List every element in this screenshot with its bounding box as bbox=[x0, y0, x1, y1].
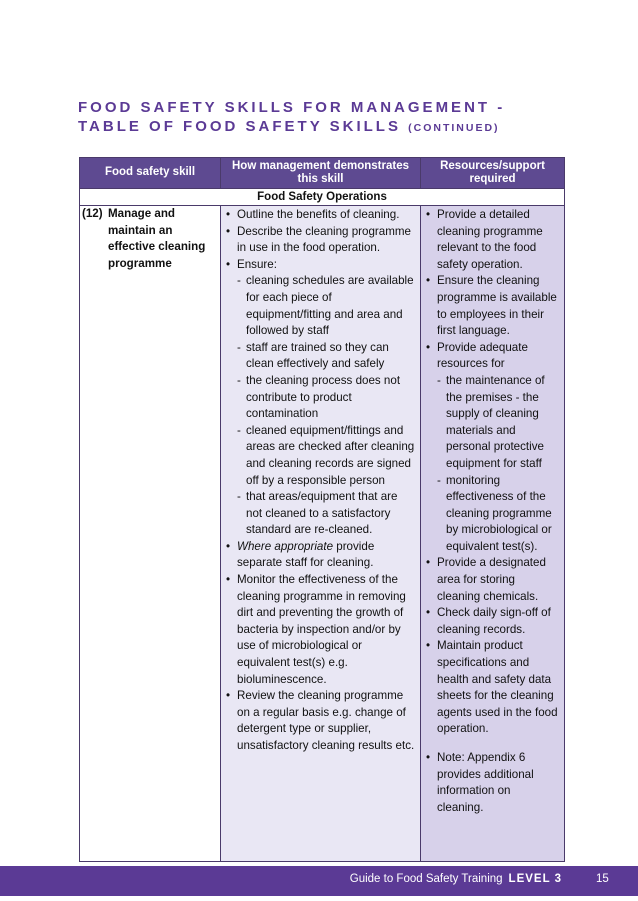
header-how-management: How management demonstrates this skill bbox=[221, 158, 421, 189]
list-item-text: Maintain product specifications and health and safety data sheets for the cleaning agents used in the food operation. bbox=[437, 639, 558, 736]
dash: - bbox=[237, 274, 241, 288]
sub-list-item-text: cleaned equipment/fittings and areas are checked after cleaning and cleaning records are signed off by a responsible person bbox=[246, 423, 415, 487]
sub-list-item bbox=[237, 273, 416, 339]
bullet: • bbox=[426, 606, 431, 620]
list-item bbox=[426, 207, 560, 273]
page-footer bbox=[0, 866, 638, 896]
bullet: • bbox=[426, 751, 431, 764]
skill-line: Manage and bbox=[108, 207, 175, 220]
list-item bbox=[426, 340, 560, 556]
list-item bbox=[226, 207, 416, 224]
bullet: • bbox=[226, 257, 231, 271]
skill-number: (12) bbox=[82, 207, 103, 220]
table-row bbox=[80, 206, 565, 862]
sub-list bbox=[226, 273, 416, 539]
dash: - bbox=[237, 373, 241, 387]
bullet: • bbox=[226, 573, 231, 587]
sub-list-item bbox=[237, 373, 416, 423]
sub-list-item-text: that areas/equipment that are not cleaned to a satisfactory standard are re-cleaned. bbox=[246, 490, 398, 537]
list-item-text: Ensure the cleaning programme is available to employees in their first language. bbox=[437, 274, 557, 338]
sub-list-item-text: staff are trained so they can clean effectively and safely bbox=[246, 340, 389, 371]
list-item-text: Review the cleaning programme on a regular basis e.g. change of detergent type or supplier, unsatisfactory cleaning results etc. bbox=[237, 689, 415, 752]
skill-line: programme bbox=[108, 256, 172, 270]
header-food-safety-skill: Food safety skill bbox=[80, 158, 221, 189]
bullet: • bbox=[226, 689, 231, 703]
bullet: • bbox=[426, 274, 431, 288]
list-item bbox=[226, 539, 416, 572]
bullet: • bbox=[426, 340, 431, 354]
list-item-text: Provide a designated area for storing cleaning chemicals. bbox=[437, 556, 546, 603]
header-resources: Resources/support required bbox=[421, 158, 565, 189]
section-title: Food Safety Operations bbox=[80, 189, 565, 206]
list-item bbox=[426, 638, 560, 738]
sub-list-item bbox=[437, 473, 560, 556]
title-line-1: FOOD SAFETY SKILLS FOR MANAGEMENT - bbox=[78, 99, 506, 116]
title-line-2 bbox=[78, 117, 598, 138]
skill-line: maintain an bbox=[108, 223, 173, 237]
list-item bbox=[226, 572, 416, 688]
list-item-text: Check daily sign-off of cleaning records. bbox=[437, 606, 551, 636]
list-item bbox=[226, 688, 416, 754]
dash: - bbox=[437, 473, 441, 487]
italic-phrase: Where appropriate bbox=[237, 539, 334, 553]
resources-cell bbox=[421, 206, 565, 862]
bullet: • bbox=[426, 556, 431, 570]
sub-list-item-text: cleaning schedules are available for each piece of equipment/fitting and area and followed by staff bbox=[246, 274, 414, 338]
sub-list-item-text: the maintenance of the premises - the supply of cleaning materials and personal protective equipment for staff bbox=[446, 373, 545, 470]
list-item bbox=[226, 224, 416, 257]
footer-text: Guide to Food Safety Training bbox=[349, 873, 503, 885]
list-item-text: Describe the cleaning programme in use in the food operation. bbox=[237, 224, 411, 255]
list-item bbox=[426, 605, 560, 638]
sub-list-item bbox=[237, 340, 416, 373]
list-item-text: Note: Appendix 6 provides additional information on cleaning. bbox=[437, 751, 534, 814]
sub-list-item-text: the cleaning process does not contribute to product contamination bbox=[246, 373, 401, 421]
list-item-text: Ensure: bbox=[237, 257, 277, 271]
bullet: • bbox=[226, 224, 231, 238]
sub-list-item bbox=[237, 423, 416, 489]
bullet: • bbox=[426, 639, 431, 653]
footer-guide-title bbox=[350, 873, 562, 885]
list-item-text bbox=[237, 539, 416, 572]
bullet: • bbox=[426, 208, 431, 221]
skill-entry bbox=[82, 206, 217, 272]
page-title bbox=[78, 98, 598, 138]
skill-line: effective cleaning bbox=[108, 240, 206, 254]
sub-list-item bbox=[237, 489, 416, 539]
demonstration-list bbox=[222, 207, 419, 755]
list-item-text: Provide a detailed cleaning programme relevant to the food safety operation. bbox=[437, 208, 543, 271]
page-number: 15 bbox=[596, 873, 609, 885]
sub-list bbox=[426, 373, 560, 556]
list-item bbox=[426, 750, 560, 816]
title-continued: (CONTINUED) bbox=[408, 122, 500, 134]
list-item-text: Outline the benefits of cleaning. bbox=[237, 208, 400, 221]
bullet: • bbox=[226, 539, 231, 553]
sub-list-item-text: monitoring effectiveness of the cleaning programme by microbiological or equivalent test(s). bbox=[446, 473, 552, 553]
skill-name bbox=[108, 206, 205, 272]
section-row bbox=[80, 189, 565, 206]
skills-table bbox=[79, 157, 565, 862]
list-item bbox=[426, 273, 560, 339]
list-item-text: Monitor the effectiveness of the cleaning programme in removing dirt and preventing the growth of bacteria by inspection and/or by use of microbiological or equivalent test(s) e.g. bioluminescence. bbox=[237, 573, 406, 686]
dash: - bbox=[237, 490, 241, 504]
table-header-row bbox=[80, 158, 565, 189]
dash: - bbox=[237, 340, 241, 354]
list-item-text: Provide adequate resources for bbox=[437, 340, 528, 371]
title-line-2-text: TABLE OF FOOD SAFETY SKILLS bbox=[78, 118, 401, 135]
demonstration-cell bbox=[221, 206, 421, 862]
list-item bbox=[226, 257, 416, 539]
list-item bbox=[426, 555, 560, 605]
dash: - bbox=[237, 423, 241, 437]
skill-cell bbox=[80, 206, 221, 862]
dash: - bbox=[437, 373, 441, 387]
list-item-rest: provide separate staff for cleaning. bbox=[237, 539, 375, 570]
bullet: • bbox=[226, 208, 231, 221]
footer-level: LEVEL 3 bbox=[508, 873, 562, 885]
resources-list bbox=[422, 207, 563, 816]
sub-list-item bbox=[437, 373, 560, 473]
